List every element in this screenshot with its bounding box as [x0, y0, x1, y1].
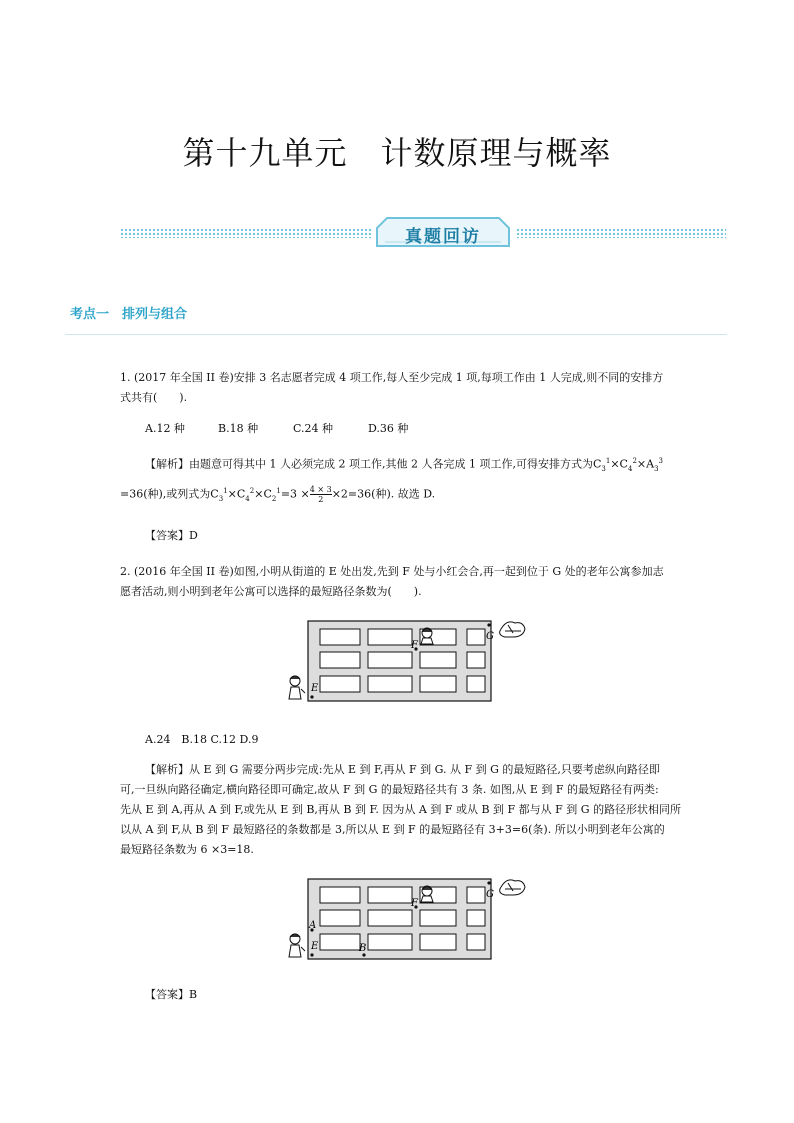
label-g2: G [486, 889, 494, 900]
q2-options: A.24 B.18 C.12 D.9 [145, 733, 259, 746]
q1-option-c: C.24 种 [293, 422, 334, 435]
section-badge [375, 216, 511, 250]
q1-analysis-end: ×2=36(种). 故选 D. [331, 487, 436, 501]
building-icon [500, 622, 525, 637]
label-a: A [309, 920, 317, 931]
label-e2: E [311, 941, 319, 952]
q1-answer: 【答案】D [145, 529, 198, 542]
label-g: G [486, 631, 494, 642]
label-f2: F [411, 898, 418, 909]
section-heading: 考点一 排列与组合 [70, 307, 188, 322]
street-map-figure-annotated [283, 873, 528, 963]
badge-label: 真题回访 [405, 227, 481, 247]
q1-analysis-line2: =36(种),或列式为$C_3^1\times C_4^2\times C_2^1=3$ × $\frac{4 \times 3}{2}$ ×2=36(种). 故选 D. [120, 485, 436, 505]
building-icon [500, 880, 525, 895]
q2-answer: 【答案】B [145, 988, 198, 1001]
q2-analysis-line4: 以从 A 到 F,从 B 到 F 最短路径的条数都是 3,所以从 E 到 F 的最短路径有 3+3=6(条). 所以小明到老年公寓的 [120, 823, 665, 836]
section-divider [65, 334, 727, 335]
q1-analysis-result: =36(种),或列式为 [120, 487, 211, 501]
fraction-denominator: 2 [318, 495, 324, 505]
girl-figure [421, 628, 433, 644]
q2-analysis-line3: 先从 E 到 A,再从 A 到 F,或先从 E 到 B,再从 B 到 F. 因为从 A 到 F 或从 B 到 F 都与从 F 到 G 的路径形状相同所 [120, 803, 682, 816]
boy-figure [289, 676, 305, 699]
label-b: B [359, 943, 367, 954]
q2-analysis-line5: 最短路径条数为 6 ×3=18. [120, 843, 254, 856]
q2-stem-line2: 愿者活动,则小明到老年公寓可以选择的最短路径条数为( ). [120, 585, 422, 598]
q1-stem-line2: 式共有( ). [120, 391, 188, 404]
q1-stem-line1: 1. (2017 年全国 II 卷)安排 3 名志愿者完成 4 项工作,每人至少完成 1 项,每项工作由 1 人完成,则不同的安排方 [120, 371, 664, 384]
q1-analysis-mid: =3 × [280, 487, 310, 501]
dotted-rule-right [516, 228, 726, 238]
q2-analysis-line1: 【解析】从 E 到 G 需要分两步完成:先从 E 到 F,再从 F 到 G. 从 F 到 G 的最短路径,只要考虑纵向路径即 [145, 763, 660, 776]
q1-option-d: D.36 种 [368, 422, 409, 435]
q1-option-a: A.12 种 [145, 422, 185, 435]
q1-fraction [310, 485, 332, 504]
q2-analysis-line2: 可,一旦纵向路径确定,横向路径即可确定,故从 F 到 G 的最短路径共有 3 条. 如图,从 E 到 F 的最短路径有两类: [120, 783, 659, 796]
dotted-rule-left [120, 228, 372, 238]
unit-title: 第十九单元 计数原理与概率 [182, 134, 612, 172]
boy-figure [289, 934, 305, 957]
girl-figure [421, 886, 433, 902]
q1-analysis-line1: 【解析】由题意可得其中 1 人必须完成 2 项工作,其他 2 人各完成 1 项工作,可得安排方式为$C_3^1\times C_4^2\times A_3^3$ [145, 457, 664, 473]
label-f: F [411, 640, 418, 651]
q2-stem-line1: 2. (2016 年全国 II 卷)如图,小明从街道的 E 处出发,先到 F 处与小红会合,再一起到位于 G 处的老年公寓参加志 [120, 565, 664, 578]
q1-analysis-text: 【解析】由题意可得其中 1 人必须完成 2 项工作,其他 2 人各完成 1 项工作,可得安排方式为 [145, 457, 593, 471]
street-map-figure [283, 615, 528, 705]
q1-option-b: B.18 种 [218, 422, 259, 435]
label-e: E [311, 683, 319, 694]
fraction-numerator: 4 × 3 [309, 485, 332, 495]
